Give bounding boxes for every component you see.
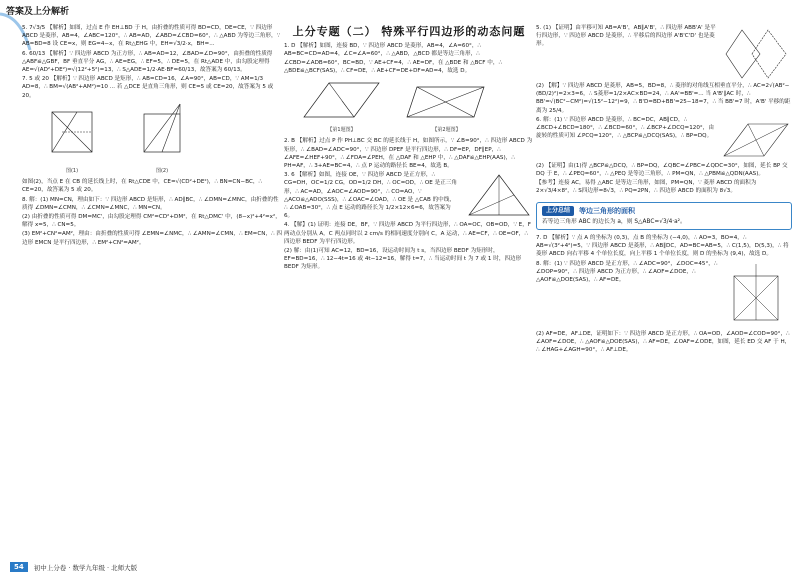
answer-7-continued: 如图(2)，当点 E 在 CB 的延长线上时，在 Rt△CDE 中，CE=√(CD²+DE²)，∴ BN=CN−BC，∴ CE=20，故答案为 5 或 20。	[22, 179, 262, 194]
translation-figure	[720, 24, 792, 82]
left-column	[22, 24, 282, 248]
answer-r6-block	[536, 116, 792, 162]
square-figure	[726, 260, 792, 330]
answer-r6-part-3: 【参考】连接 AC，易得 △ABC 是等边三角形，如图，PM=QN，∵ 菱形 ABCD 的面积为 2×√3/4×8²，∴ S四边形=8√3，∴ PQ=2PN，∴ 四边形 ABCD 的面积为 8√3。	[536, 180, 757, 195]
figure-2	[122, 102, 202, 175]
page-footer	[10, 562, 137, 572]
answer-r6-part-2: (2) 【证明】由(1)得 △BCP≌△DCQ，∴ BP=DQ，∠QBC=∠PBC=∠QDC=30°，如图，延长 BP 交 DQ 于 E，∴ ∠PEQ=60°，∴ △PEQ 是等边三角形，∴ PM=QN，∴ △PBM≌△QDN(AAS)。	[536, 162, 788, 178]
answer-m3-block	[284, 171, 534, 221]
figures-m1	[294, 77, 534, 134]
figure-m2-caption: 【第2题图】	[432, 127, 461, 134]
geometry-figure-1	[32, 102, 112, 164]
summary-box	[536, 202, 792, 230]
answer-m4-part-1: 4. 【解】(1) 证明：连接 DE，BF，∵ 四边形 ABCD 为平行四边形，∴ OA=OC，OB=OD，∵ E，F 两动点分别从 A，C 两点同时以 2 cm/s 的相同速度分别向 C，A 运动，∴ AE=CF，∴ OE=OF，∴ 四边形 BEDF 为平行四边形。	[284, 222, 532, 245]
answer-r6-part-1: 6. 解：(1) ∵ 四边形 ABCD 是菱形，∴ BC=DC，AB∥CD，∴ ∠BCD+∠BCD=180°，∴ ∠BCD=60°，∴ ∠BCP+∠DCQ=120°，由旋转的性质可知 ∠PCQ=120°，∴ △BCP≌△DCQ(SAS)，∴ BP=DQ。	[536, 116, 714, 140]
book-title: 初中上分卷 · 数学九年级 · 北师大版	[33, 563, 138, 572]
answer-6: 6. 60/13 【解析】∵ 四边形 ABCD 为正方形，∴ AB=AD=12，∠BAD=∠D=90°，由折叠的性质得 △ABF≌△GBF，BF 垂直平分 AG，∴ AE=EG，∴ EF=5，∴ DE=5，在 Rt△ADE 中，由勾股定理得 AE=√(AD²+DE²)=√(12²+5²)=13，∴ S△ADE=1/2·AE·BF=60/13，故答案为 60/13。	[22, 50, 273, 74]
rhombus-figure	[294, 77, 389, 123]
middle-column	[284, 24, 534, 273]
figure-m2	[399, 77, 494, 134]
figures-answer-7	[32, 102, 282, 175]
figure-m1	[294, 77, 389, 134]
answer-7: 7. 5 或 20 【解析】∵ 四边形 ABCD 是矩形，∴ AB=CD=16，∠A=90°，AB=CD，∵ AM=1/3 AD=8，∴ BM=√(AB²+AM²)=10 ... 若 △DCE 是直角三角形，则 CE=5 或 CE=20，故答案为 5 或 20。	[22, 76, 274, 99]
summary-body: 若等边三角形 ABC 的边长为 a，则 S△ABC=√3/4·a²。	[542, 218, 686, 225]
answer-5: 5. 7√3/5 【解析】如图，过点 E 作 EH⊥BD 于 H，由折叠的性质可得 BD=CD，DE=CE，∵ 四边形 ABCD 是菱形，AB=4，∠ABC=120°，∴ AB=AD，∠ABD=∠CBD=60°，∴ △ABD 为等边三角形，∵ AB=BD=8 设 CE=x，则 EG=4−x，在 Rt△EHG 中，EH=√3/2·x，BH=...	[22, 25, 281, 48]
answer-m1: 1. D 【解析】如图，连接 BD，∵ 四边形 ABCD 是菱形，AB=4，∠A=60°，∴ AB=BC=CD=AD=4，∠C=∠A=60°，∴ △ABD，△BCD 都是等边三角形，∴ ∠CBD=∠ADB=60°，BC=BD，∵ AE+CF=4，∴ AE=DF，在 △BDE 和 △BCF 中，∴ △BDE≌△BCF(SAS)，∴ CF=DE，∴ AE+CF=DE+DF=AD=4，故选 D。	[284, 43, 503, 74]
answer-r8-block	[536, 260, 792, 330]
answer-8-part-2: (2) 由折叠的性质可得 DM=MC'，由勾股定理得 CM²=CD²+DM²，在 Rt△DMC' 中，(8−x)²+4²=x²，解得 x=5，∴ CN=5。	[22, 214, 281, 229]
parallelogram-figure	[399, 77, 494, 123]
answer-m3: 3. 6 【解析】如图，连接 OE，∵ 四边形 ABCD 是正方形，∴ CG=DH，OC=1/2 CG，OD=1/2 DH，∴ OC=OD，∴ OE 是正三角形，∴ AC=AD，∠AOC=∠AOD=90°，∴ CO=AO，∵ △ACO≌△ADO(SSS)，∴ ∠OAC=∠OAD，∴ OE 是 △CAB 的中线，∴ ∠OAB=30°，∴ 点 E 运动的路径长为 1/2×12×6=6，故答案为 6。	[284, 172, 457, 220]
answer-r5-part-1: 5. (1) 【证明】由平移可知 AB=A'B'，AB∥A'B'，∴ 四边形 ABB'A' 是平行四边形，∵ 四边形 ABCD 是菱形，∴ 平移后的四边形 A'B'C'D' 也是菱形。	[536, 25, 716, 48]
rhombus-rotation-figure	[720, 116, 792, 162]
figure-2-caption: 图(2)	[155, 168, 169, 175]
answer-m4-part-2: (2) 解：由(1)可知 AC=12，BD=16，设运动时间为 t s，当四边形 BEDF 为矩形时，EF=BD=16，∴ 12−4t=16 或 4t−12=16，解得 t=7，∴ 当运动时间 t 为 7 或 1 时，四边形 BEDF 为矩形。	[284, 248, 522, 271]
header-title: 答案及上分解析	[6, 6, 70, 16]
page-number: 54	[10, 562, 28, 572]
figure-m1-caption: 【第1题图】	[327, 127, 356, 134]
answer-r8-part-1: 8. 解：(1) ∵ 四边形 ABCD 是正方形，∴ ∠ADC=90°，∠DOC=45°，∴ ∠DOP=90°，∴ 四边形 ABCD 为正方形，∴ ∠AOF=∠DOE，∴ △AOF≌△DOE(SAS)，∴ AF=DE。	[536, 260, 718, 284]
answer-8-part-3: (3) EM²+CN²=AM²，理由：由折叠的性质可得 ∠EMN=∠NMC，∴ ∠AMN=∠CMN，∴ EM=CN，∴ 四边形 EMCN 是平行四边形，∴ EM²+CN²=AM²。	[22, 231, 282, 246]
summary-title: 等边三角形的面积	[579, 206, 636, 215]
answer-r5-block	[536, 24, 792, 82]
figure-1	[32, 102, 112, 175]
triangle-figure	[464, 171, 534, 219]
summary-header	[542, 206, 786, 216]
geometry-figure-2	[122, 102, 202, 164]
answer-m2: 2. B 【解析】过点 P 作 PH⊥BC 交 BC 的延长线于 H，如图所示，∵ ∠B=90°，∴ 四边形 ABCD 为矩形，∴ ∠BAD=∠ADC=90°，∵ 四边形 DPEF 是平行四边形，∴ DF=EP，DF∥EP，∴ ∠AFE=∠HEF+90°，∴ ∠FDA=∠PEH，在 △DAF 和 △EHP 中，∴ △DAF≌△EHP(AAS)，∴ PH=AF，∴ 3+AE=BC=4，∴ 点 P 运动的路径长 BE=4，故选 B。	[284, 138, 533, 170]
answer-r8-part-2: (2) AF=DE，AF⊥DE，证明如下：∵ 四边形 ABCD 是正方形，∴ OA=OD，∠AOD=∠COD=90°，∴ ∠AOF=∠DOE，∴ △AOF≌△DOE(SAS)，∴ AF=DE，∠OAF=∠ODE，如图，延长 ED 交 AF 于 H，∴ ∠HAG+∠AGH=90°，∴ AF⊥DE。	[536, 330, 791, 354]
summary-chip: 上分总结	[542, 206, 574, 216]
section-title: 上分专题（二） 特殊平行四边形的动态问题	[292, 25, 526, 38]
page-header	[0, 0, 800, 22]
figure-1-caption: 图(1)	[65, 168, 79, 175]
answer-r5-part-2: (2) 【解】∵ 四边形 ABCD 是菱形，AB=5，BD=8，∴ 菱形的对角线互相垂直平分，∴ AC=2√(AB²−(BD/2)²)=2×3=6，∴ S菱形=1/2×AC×BD=24，∴ AA'=BB'=... 当 A'B'∥AC 时，∴ BB'=√(BC²−CM²)=√(15²−12²)=9，∴ B'D=BD+BB'=25−18=7，∴ 当 BB'=7 时，A'B' 平移的距离为 25/4。	[536, 83, 791, 114]
right-column	[536, 24, 792, 355]
answer-r7: 7. D 【解析】∵ 点 A 的坐标为 (0,3)，点 B 的坐标为 (−4,0)，∴ AO=3，BO=4，∴ AB=√(3²+4²)=5，∵ 四边形 ABCD 是菱形，∴ AB∥DC，AD=BC=AB=5，∴ C(1,5)，D(5,3)，∴ 将菱形 ABCD 向右平移 4 个单位长度，向上平移 1 个单位长度，则 D 的坐标为 (9,4)，故选 D。	[536, 235, 789, 258]
answer-8-part-1: 8. 解：(1) MN=CN，理由如下：∵ 四边形 ABCD 是矩形，∴ AD∥BC，∴ ∠DMN=∠MNC，由折叠的性质得 ∠DMN=∠CMN，∴ ∠CMN=∠MNC，∴ MN=CN。	[22, 196, 279, 211]
